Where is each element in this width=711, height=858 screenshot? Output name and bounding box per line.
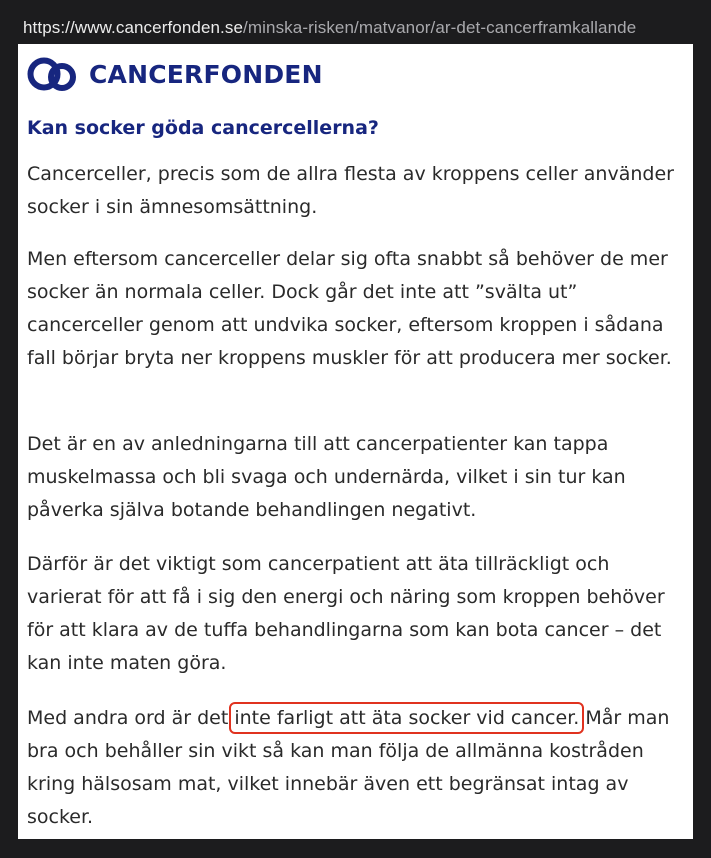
web-page	[18, 44, 693, 839]
paragraph-1: Cancerceller, precis som de allra flesta av kroppens celler använder socker i sin ämnesomsättning.	[27, 163, 674, 218]
paragraph-5	[27, 702, 687, 834]
paragraph-2: Men eftersom cancerceller delar sig ofta snabbt så behöver de mer socker än normala celler. Dock går det inte att ”svälta ut” cancerceller genom att undvika socker, eftersom kroppen i sådana fall börjar bryta ner kroppens muskler för att producera mer socker.	[27, 248, 672, 369]
site-logo[interactable]	[27, 52, 323, 96]
article-heading: Kan socker göda cancercellerna?	[27, 117, 379, 139]
highlighted-phrase: inte farligt att äta socker vid cancer.	[234, 707, 580, 729]
paragraph-3: Det är en av anledningarna till att cancerpatienter kan tappa muskelmassa och bli svaga och undernärda, vilket i sin tur kan påverka själva botande behandlingen negativt.	[27, 433, 626, 521]
cancerfonden-logo-icon	[27, 57, 79, 91]
paragraph-5-after: Mår man bra och behåller sin vikt så kan man följa de allmänna kostråden kring hälsosam mat, vilket innebär även ett begränsat intag av socker.	[27, 707, 670, 828]
paragraph-5-before: Med andra ord är det	[27, 707, 235, 729]
url-text[interactable]	[23, 18, 636, 38]
address-bar[interactable]	[0, 0, 711, 44]
paragraph-4: Därför är det viktigt som cancerpatient att äta tillräckligt och varierat för att få i sig den energi och näring som kroppen behöver för att klara av de tuffa behandlingarna som kan bota cancer – det kan inte maten göra.	[27, 553, 665, 674]
logo-wordmark: CANCERFONDEN	[89, 59, 323, 89]
url-path: /minska-risken/matvanor/ar-det-cancerframkallande	[243, 18, 637, 37]
url-domain: https://www.cancerfonden.se	[23, 18, 244, 37]
